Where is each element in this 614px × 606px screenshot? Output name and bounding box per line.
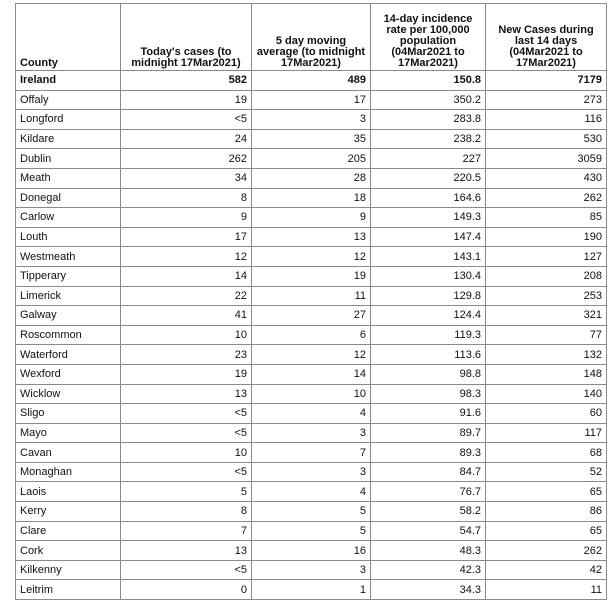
cell-incidence-rate: 119.3: [371, 325, 486, 345]
table-row: [16, 306, 607, 326]
cell-county: Ireland: [16, 71, 121, 91]
cell-moving-average: 13: [252, 227, 371, 247]
table-row: [16, 149, 607, 169]
cell-todays-cases: 10: [121, 443, 252, 463]
table-row: [16, 404, 607, 424]
cell-todays-cases: <5: [121, 560, 252, 580]
cell-incidence-rate: 91.6: [371, 404, 486, 424]
cell-moving-average: 12: [252, 247, 371, 267]
table-row: [16, 364, 607, 384]
cell-new-cases-14d: 77: [486, 325, 607, 345]
cell-new-cases-14d: 42: [486, 560, 607, 580]
cell-new-cases-14d: 430: [486, 168, 607, 188]
cell-county: Sligo: [16, 404, 121, 424]
table-row-total: [16, 71, 607, 91]
table-body: [16, 71, 607, 600]
cell-moving-average: 205: [252, 149, 371, 169]
cell-moving-average: 3: [252, 462, 371, 482]
cell-incidence-rate: 42.3: [371, 560, 486, 580]
cell-incidence-rate: 34.3: [371, 580, 486, 600]
cell-todays-cases: <5: [121, 110, 252, 130]
cell-incidence-rate: 164.6: [371, 188, 486, 208]
cell-incidence-rate: 98.8: [371, 364, 486, 384]
header-incidence-rate: 14-day incidence rate per 100,000 population (04Mar2021 to 17Mar2021): [371, 4, 486, 71]
cell-todays-cases: 19: [121, 90, 252, 110]
cell-moving-average: 489: [252, 71, 371, 91]
table-row: [16, 90, 607, 110]
table-row: [16, 423, 607, 443]
cell-todays-cases: 13: [121, 384, 252, 404]
cell-incidence-rate: 58.2: [371, 502, 486, 522]
cell-moving-average: 27: [252, 306, 371, 326]
header-row: [16, 4, 607, 71]
cell-new-cases-14d: 148: [486, 364, 607, 384]
cell-moving-average: 28: [252, 168, 371, 188]
cell-new-cases-14d: 132: [486, 345, 607, 365]
cell-incidence-rate: 227: [371, 149, 486, 169]
cell-county: Wicklow: [16, 384, 121, 404]
cell-todays-cases: <5: [121, 462, 252, 482]
table-row: [16, 443, 607, 463]
cell-todays-cases: 13: [121, 541, 252, 561]
cell-moving-average: 4: [252, 482, 371, 502]
cell-new-cases-14d: 86: [486, 502, 607, 522]
cell-todays-cases: 7: [121, 521, 252, 541]
table-row: [16, 168, 607, 188]
table-row: [16, 247, 607, 267]
cell-incidence-rate: 89.7: [371, 423, 486, 443]
cell-incidence-rate: 238.2: [371, 129, 486, 149]
cell-incidence-rate: 147.4: [371, 227, 486, 247]
cell-todays-cases: 24: [121, 129, 252, 149]
cell-county: Cork: [16, 541, 121, 561]
covid-cases-table: [15, 3, 607, 600]
cell-moving-average: 4: [252, 404, 371, 424]
cell-county: Mayo: [16, 423, 121, 443]
cell-county: Clare: [16, 521, 121, 541]
cell-new-cases-14d: 530: [486, 129, 607, 149]
cell-county: Limerick: [16, 286, 121, 306]
cell-county: Donegal: [16, 188, 121, 208]
table-row: [16, 482, 607, 502]
cell-todays-cases: 41: [121, 306, 252, 326]
cell-incidence-rate: 143.1: [371, 247, 486, 267]
cell-new-cases-14d: 127: [486, 247, 607, 267]
cell-new-cases-14d: 262: [486, 188, 607, 208]
cell-incidence-rate: 113.6: [371, 345, 486, 365]
cell-incidence-rate: 220.5: [371, 168, 486, 188]
cell-county: Offaly: [16, 90, 121, 110]
table-row: [16, 345, 607, 365]
cell-moving-average: 19: [252, 266, 371, 286]
cell-incidence-rate: 124.4: [371, 306, 486, 326]
cell-county: Kerry: [16, 502, 121, 522]
cell-incidence-rate: 149.3: [371, 208, 486, 228]
cell-moving-average: 14: [252, 364, 371, 384]
cell-county: Carlow: [16, 208, 121, 228]
cell-todays-cases: 10: [121, 325, 252, 345]
cell-todays-cases: 12: [121, 247, 252, 267]
cell-incidence-rate: 150.8: [371, 71, 486, 91]
cell-moving-average: 5: [252, 521, 371, 541]
table-row: [16, 502, 607, 522]
cell-county: Roscommon: [16, 325, 121, 345]
cell-moving-average: 11: [252, 286, 371, 306]
cell-moving-average: 1: [252, 580, 371, 600]
cell-county: Kildare: [16, 129, 121, 149]
cell-incidence-rate: 76.7: [371, 482, 486, 502]
cell-county: Leitrim: [16, 580, 121, 600]
cell-moving-average: 3: [252, 560, 371, 580]
cell-county: Monaghan: [16, 462, 121, 482]
cell-incidence-rate: 98.3: [371, 384, 486, 404]
cell-county: Waterford: [16, 345, 121, 365]
cell-todays-cases: 14: [121, 266, 252, 286]
cell-moving-average: 10: [252, 384, 371, 404]
cell-new-cases-14d: 208: [486, 266, 607, 286]
cell-county: Dublin: [16, 149, 121, 169]
cell-todays-cases: 23: [121, 345, 252, 365]
table-row: [16, 286, 607, 306]
table-row: [16, 266, 607, 286]
cell-moving-average: 7: [252, 443, 371, 463]
table-row: [16, 129, 607, 149]
cell-moving-average: 3: [252, 110, 371, 130]
cell-todays-cases: 5: [121, 482, 252, 502]
cell-moving-average: 35: [252, 129, 371, 149]
cell-new-cases-14d: 7179: [486, 71, 607, 91]
cell-new-cases-14d: 60: [486, 404, 607, 424]
cell-moving-average: 6: [252, 325, 371, 345]
header-moving-average: 5 day moving average (to midnight 17Mar2021): [252, 4, 371, 71]
cell-todays-cases: 8: [121, 502, 252, 522]
cell-county: Laois: [16, 482, 121, 502]
table-row: [16, 462, 607, 482]
table-row: [16, 110, 607, 130]
cell-new-cases-14d: 52: [486, 462, 607, 482]
header-new-cases-14d: New Cases during last 14 days (04Mar2021 to 17Mar2021): [486, 4, 607, 71]
cell-new-cases-14d: 11: [486, 580, 607, 600]
cell-moving-average: 16: [252, 541, 371, 561]
cell-todays-cases: 0: [121, 580, 252, 600]
header-county: County: [16, 4, 121, 71]
cell-new-cases-14d: 85: [486, 208, 607, 228]
cell-new-cases-14d: 253: [486, 286, 607, 306]
cell-incidence-rate: 129.8: [371, 286, 486, 306]
cell-incidence-rate: 84.7: [371, 462, 486, 482]
header-todays-cases: Today's cases (to midnight 17Mar2021): [121, 4, 252, 71]
cell-county: Galway: [16, 306, 121, 326]
cell-county: Cavan: [16, 443, 121, 463]
cell-county: Meath: [16, 168, 121, 188]
cell-county: Kilkenny: [16, 560, 121, 580]
cell-county: Louth: [16, 227, 121, 247]
cell-new-cases-14d: 3059: [486, 149, 607, 169]
cell-todays-cases: 17: [121, 227, 252, 247]
cell-incidence-rate: 283.8: [371, 110, 486, 130]
cell-incidence-rate: 48.3: [371, 541, 486, 561]
cell-new-cases-14d: 190: [486, 227, 607, 247]
cell-todays-cases: 8: [121, 188, 252, 208]
cell-county: Longford: [16, 110, 121, 130]
cell-todays-cases: 19: [121, 364, 252, 384]
cell-moving-average: 18: [252, 188, 371, 208]
table-row: [16, 541, 607, 561]
table-row: [16, 208, 607, 228]
cell-new-cases-14d: 116: [486, 110, 607, 130]
cell-moving-average: 17: [252, 90, 371, 110]
cell-new-cases-14d: 273: [486, 90, 607, 110]
cell-incidence-rate: 130.4: [371, 266, 486, 286]
table-row: [16, 521, 607, 541]
table-row: [16, 227, 607, 247]
cell-todays-cases: 582: [121, 71, 252, 91]
cell-moving-average: 12: [252, 345, 371, 365]
cell-new-cases-14d: 140: [486, 384, 607, 404]
cell-todays-cases: 22: [121, 286, 252, 306]
cell-moving-average: 5: [252, 502, 371, 522]
table-row: [16, 560, 607, 580]
cell-new-cases-14d: 117: [486, 423, 607, 443]
cell-incidence-rate: 54.7: [371, 521, 486, 541]
cell-todays-cases: 9: [121, 208, 252, 228]
table-row: [16, 384, 607, 404]
table-row: [16, 580, 607, 600]
cell-todays-cases: <5: [121, 423, 252, 443]
cell-new-cases-14d: 68: [486, 443, 607, 463]
table-row: [16, 188, 607, 208]
cell-new-cases-14d: 65: [486, 521, 607, 541]
cell-todays-cases: 262: [121, 149, 252, 169]
cell-county: Wexford: [16, 364, 121, 384]
cell-moving-average: 9: [252, 208, 371, 228]
cell-todays-cases: <5: [121, 404, 252, 424]
table-row: [16, 325, 607, 345]
cell-county: Tipperary: [16, 266, 121, 286]
cell-new-cases-14d: 321: [486, 306, 607, 326]
cell-new-cases-14d: 65: [486, 482, 607, 502]
cell-incidence-rate: 89.3: [371, 443, 486, 463]
cell-county: Westmeath: [16, 247, 121, 267]
cell-todays-cases: 34: [121, 168, 252, 188]
cell-moving-average: 3: [252, 423, 371, 443]
cell-incidence-rate: 350.2: [371, 90, 486, 110]
cell-new-cases-14d: 262: [486, 541, 607, 561]
